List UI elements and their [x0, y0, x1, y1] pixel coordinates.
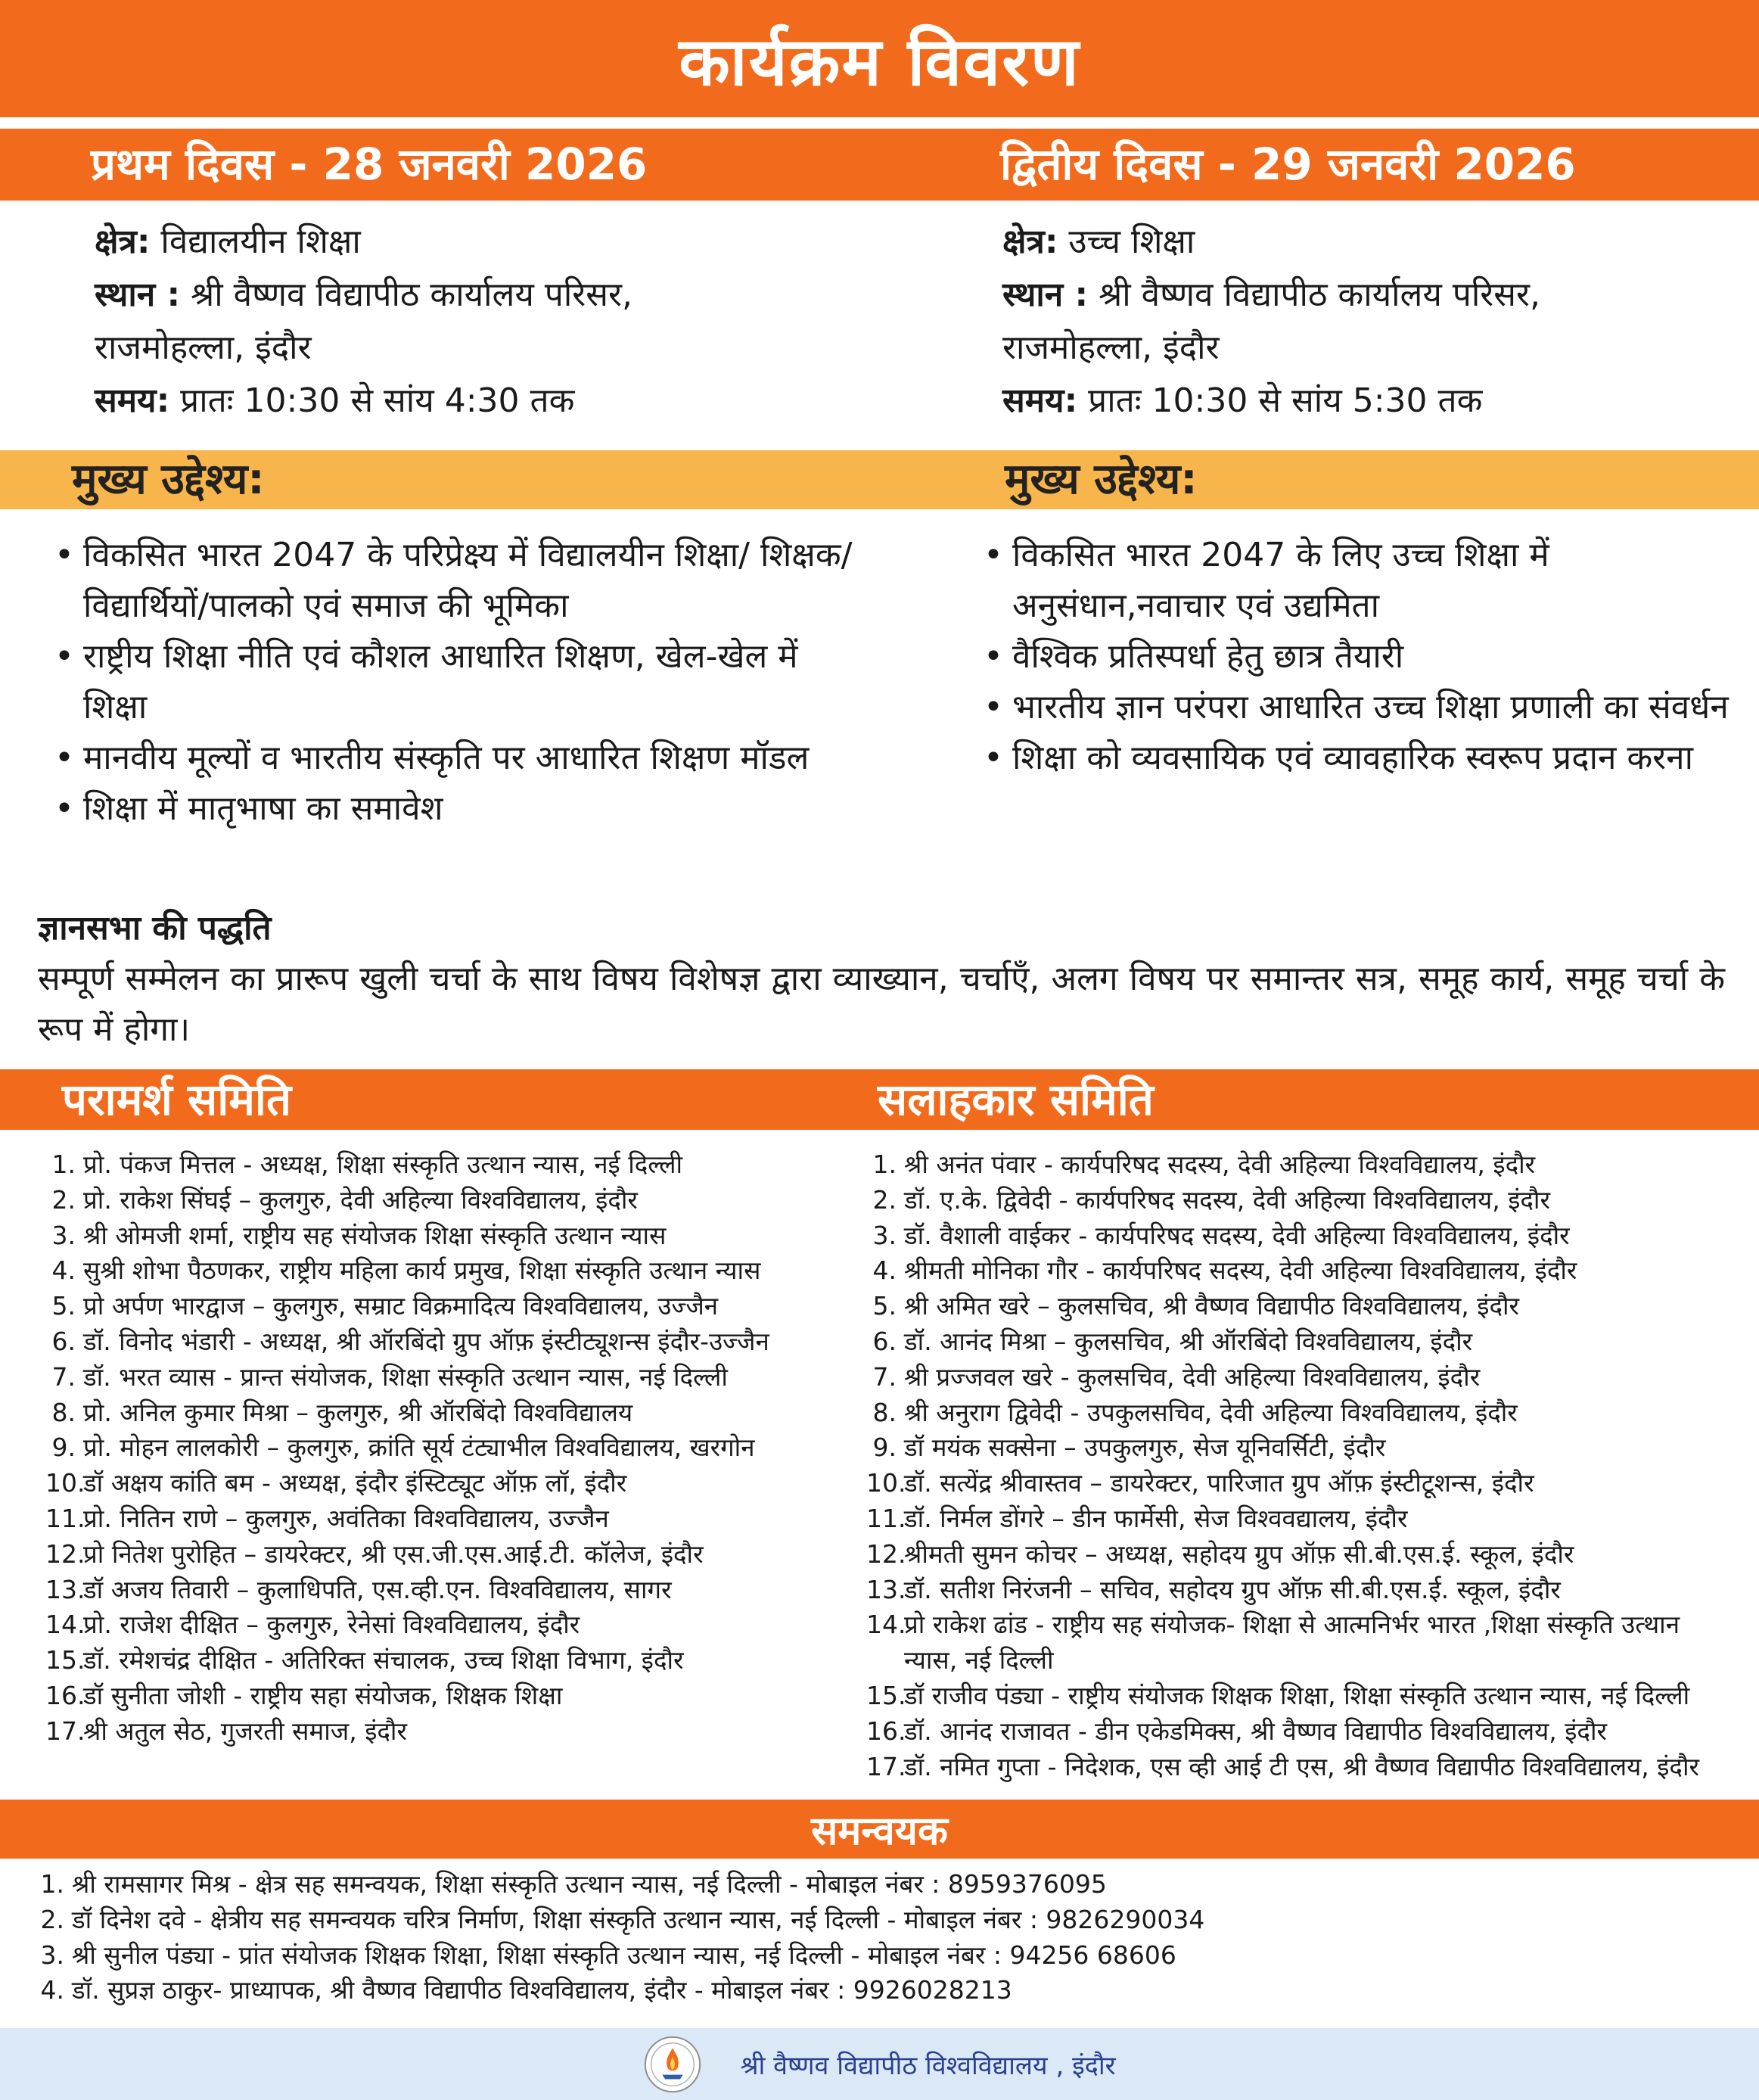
list-item-text: श्रीमती मोनिका गौर - कार्यपरिषद सदस्य, देवी अहिल्या विश्वविद्यालय, इंदौर: [904, 1255, 1577, 1286]
list-item: [45, 1607, 862, 1643]
list-item: • विकसित भारत 2047 के परिप्रेक्ष्य में विद्यालयीन शिक्षा/ शिक्षक/विद्यार्थियों/पालको एवं समाज की भूमिका: [54, 530, 856, 631]
list-item-text: डॉ. ए.के. द्विवेदी - कार्यपरिषद सदस्य, देवी अहिल्या विश्वविद्यालय, इंदौर: [904, 1184, 1550, 1215]
list-item: [45, 1147, 862, 1183]
list-item-text: डॉ. निर्मल डोंगरे – डीन फार्मेसी, सेज विश्ववद्यालय, इंदौर: [904, 1503, 1408, 1533]
list-item: [45, 1537, 862, 1573]
advisory-committee-list: [866, 1147, 1736, 1784]
list-item-text: प्रो. राकेश सिंघई – कुलगुरु, देवी अहिल्या विश्वविद्यालय, इंदौर: [83, 1184, 638, 1215]
day1-venue-line2: राजमोहल्ला, इंदौर: [95, 328, 312, 367]
list-item-number: 1.: [51, 1150, 76, 1179]
list-item-text: श्री अमित खरे – कुलसचिव, श्री वैष्णव विद्यापीठ विश्वविद्यालय, इंदौर: [904, 1291, 1520, 1321]
footer: [0, 2028, 1759, 2100]
list-item-number: 7.: [51, 1361, 76, 1392]
page-title-banner: [0, 0, 1759, 117]
day1-venue: स्थान : श्री वैष्णव विद्यापीठ कार्यालय परिसर,: [95, 275, 632, 314]
list-item: [866, 1607, 1736, 1678]
list-item-number: 8.: [51, 1397, 76, 1427]
list-item: [34, 1973, 1698, 2008]
list-item: [866, 1183, 1736, 1218]
list-item-text: डॉ. सत्येंद्र श्रीवास्तव – डायरेक्टर, पारिजात ग्रुप ऑफ़ इंस्टीटूशन्स, इंदौर: [904, 1468, 1534, 1498]
list-item: [866, 1218, 1736, 1254]
list-item-number: 10.: [866, 1468, 906, 1498]
list-item-text: श्री सुनील पंड्या - प्रांत संयोजक शिक्षक शिक्षा, शिक्षा संस्कृति उत्थान न्यास, नई दिल्ली - मोबाइल नंबर : 94256 68606: [72, 1940, 1176, 1970]
list-item-text: डॉ. नमित गुप्ता - निदेशक, एस व्ही आई टी एस, श्री वैष्णव विद्यापीठ विश्वविद्यालय, इंदौर: [904, 1751, 1700, 1781]
list-item-number: 11.: [866, 1503, 906, 1533]
list-item-text: श्री प्रज्जवल खरे - कुलसचिव, देवी अहिल्या विश्वविद्यालय, इंदौर: [904, 1361, 1481, 1392]
list-item: [866, 1253, 1736, 1289]
day2-venue-line2: राजमोहल्ला, इंदौर: [1002, 328, 1220, 367]
list-item-text: डॉ राजीव पंड्या - राष्ट्रीय संयोजक शिक्षक शिक्षा, शिक्षा संस्कृति उत्थान न्यास, नई दिल्ली: [904, 1680, 1690, 1710]
list-item-text: डॉ अजय तिवारी – कुलाधिपति, एस.व्ही.एन. विश्वविद्यालय, सागर: [83, 1574, 672, 1604]
list-item-number: 9.: [872, 1433, 897, 1463]
list-item: [866, 1537, 1736, 1573]
list-item-number: 5.: [51, 1291, 76, 1321]
consult-committee-title: परामर्श समिति: [62, 1074, 292, 1125]
list-item-number: 3.: [51, 1220, 76, 1250]
page-title: कार्यक्रम विवरण: [679, 22, 1080, 101]
list-item-text: श्री अनंत पंवार - कार्यपरिषद सदस्य, देवी अहिल्या विश्वविद्यालय, इंदौर: [904, 1150, 1536, 1179]
list-item-number: 1.: [40, 1869, 64, 1899]
list-item: [45, 1218, 862, 1254]
list-item: • राष्ट्रीय शिक्षा नीति एवं कौशल आधारित शिक्षण, खेल-खेल में शिक्षा: [54, 631, 856, 733]
list-item-text: श्री अनुराग द्विवेदी - उपकुलसचिव, देवी अहिल्या विश्वविद्यालय, इंदौर: [904, 1397, 1518, 1427]
list-item: [45, 1183, 862, 1218]
advisory-committee-title: सलाहकार समिति: [878, 1074, 1154, 1125]
list-item-text: डॉ अक्षय कांति बम - अध्यक्ष, इंदौर इंस्टिट्यूट ऑफ़ लॉ, इंदौर: [83, 1468, 627, 1498]
list-item: [45, 1253, 862, 1289]
list-item-text: प्रो. नितिन राणे – कुलगुरु, अवंतिका विश्वविद्यालय, उज्जैन: [83, 1503, 609, 1533]
list-item-number: 6.: [872, 1326, 897, 1356]
list-item: • वैश्विक प्रतिस्पर्धा हेतु छात्र तैयारी: [984, 631, 1740, 682]
list-item: [866, 1395, 1736, 1431]
list-item-number: 16.: [866, 1716, 906, 1746]
coordinators-bar: [0, 1800, 1759, 1859]
day2-title: द्वितीय दिवस - 29 जनवरी 2026: [1000, 138, 1576, 190]
list-item: [45, 1501, 862, 1537]
list-item-number: 15.: [45, 1645, 85, 1675]
list-item-text: डॉ मयंक सक्सेना – उपकुलगुरु, सेज यूनिवर्सिटी, इंदौर: [904, 1433, 1386, 1463]
list-item-number: 1.: [872, 1150, 897, 1179]
coordinators-title: समन्वयक: [811, 1808, 948, 1854]
list-item: [45, 1678, 862, 1714]
footer-text: श्री वैष्णव विद्यापीठ विश्वविद्यालय , इंदौर: [740, 2050, 1116, 2081]
day2-objectives-title: मुख्य उद्देश्य:: [1005, 455, 1198, 504]
list-item-number: 14.: [45, 1610, 85, 1640]
list-item: [45, 1360, 862, 1395]
list-item-number: 7.: [872, 1361, 897, 1392]
list-item-text: डॉ दिनेश दवे - क्षेत्रीय सह समन्वयक चरित्र निर्माण, शिक्षा संस्कृति उत्थान न्यास, नई दिल्ली - मोबाइल नंबर : 9826290034: [72, 1904, 1205, 1934]
list-item: [45, 1430, 862, 1466]
list-item-text: प्रो. अनिल कुमार मिश्रा – कुलगुरु, श्री ऑरबिंदो विश्वविद्यालय: [83, 1397, 633, 1427]
university-emblem-icon: [643, 2035, 702, 2094]
list-item-text: प्रो. राजेश दीक्षित – कुलगुरु, रेनेसां विश्वविद्यालय, इंदौर: [83, 1610, 580, 1640]
list-item: [45, 1466, 862, 1501]
method-text: सम्पूर्ण सम्मेलन का प्रारूप खुली चर्चा के साथ विषय विशेषज्ञ द्वारा व्याख्यान, चर्चाएँ, अलग विषय पर समान्तर सत्र, समूह कार्य, समूह चर्चा के रूप में होगा।: [38, 960, 1725, 1049]
list-item: • विकसित भारत 2047 के लिए उच्च शिक्षा में अनुसंधान,नवाचार एवं उद्यमिता: [984, 530, 1740, 631]
day1-time: समय: प्रातः 10:30 से सांय 4:30 तक: [95, 381, 575, 420]
day1-objectives-list: [54, 530, 856, 834]
consult-committee-list: [45, 1147, 862, 1750]
list-item-number: 15.: [866, 1680, 906, 1710]
list-item-text: डॉ. विनोद भंडारी - अध्यक्ष, श्री ऑरबिंदो ग्रुप ऑफ़ इंस्टीट्यूशन्स इंदौर-उज्जैन: [83, 1326, 769, 1356]
list-item-number: 4.: [51, 1255, 76, 1286]
list-item-number: 17.: [45, 1716, 85, 1746]
list-item-number: 11.: [45, 1503, 85, 1533]
list-item-number: 2.: [40, 1904, 64, 1934]
list-item: • शिक्षा को व्यवसायिक एवं व्यावहारिक स्वरूप प्रदान करना: [984, 733, 1740, 783]
list-item: • भारतीय ज्ञान परंपरा आधारित उच्च शिक्षा प्रणाली का संवर्धन: [984, 682, 1740, 733]
list-item-number: 3.: [40, 1940, 64, 1970]
day2-venue: स्थान : श्री वैष्णव विद्यापीठ कार्यालय परिसर,: [1002, 275, 1540, 314]
list-item-text: डॉ. सुप्रज्ञ ठाकुर- प्राध्यापक, श्री वैष्णव विद्यापीठ विश्वविद्यालय, इंदौर - मोबाइल नंबर : 9926028213: [72, 1975, 1012, 2005]
list-item: [866, 1324, 1736, 1360]
list-item-text: श्रीमती सुमन कोचर – अध्यक्ष, सहोदय ग्रुप ऑफ़ सी.बी.एस.ई. स्कूल, इंदौर: [904, 1538, 1574, 1569]
list-item: [866, 1430, 1736, 1466]
list-item-text: डॉ सुनीता जोशी - राष्ट्रीय सहा संयोजक, शिक्षक शिक्षा: [83, 1680, 563, 1710]
list-item-text: श्री ओमजी शर्मा, राष्ट्रीय सह संयोजक शिक्षा संस्कृति उत्थान न्यास: [83, 1220, 667, 1250]
day2-info: [1002, 216, 1540, 428]
list-item: [866, 1573, 1736, 1608]
list-item: [45, 1324, 862, 1360]
list-item-number: 14.: [866, 1610, 906, 1640]
list-item-number: 10.: [45, 1468, 85, 1498]
list-item-number: 5.: [872, 1291, 897, 1321]
list-item-number: 17.: [866, 1751, 906, 1781]
list-item: [866, 1501, 1736, 1537]
list-item: [34, 1902, 1698, 1938]
day2-area: क्षेत्र: उच्च शिक्षा: [1002, 222, 1195, 261]
list-item-text: श्री अतुल सेठ, गुजरती समाज, इंदौर: [83, 1716, 407, 1746]
list-item-text: डॉ. रमेशचंद्र दीक्षित - अतिरिक्त संचालक, उच्च शिक्षा विभाग, इंदौर: [83, 1645, 684, 1675]
list-item-text: प्रो नितेश पुरोहित – डायरेक्टर, श्री एस.जी.एस.आई.टी. कॉलेज, इंदौर: [83, 1538, 704, 1569]
list-item-number: 4.: [872, 1255, 897, 1286]
list-item: • मानवीय मूल्यों व भारतीय संस्कृति पर आधारित शिक्षण मॉडल: [54, 733, 856, 783]
list-item: [34, 1938, 1698, 1974]
list-item-text: प्रो राकेश ढांड - राष्ट्रीय सह संयोजक- शिक्षा से आत्मनिर्भर भारत ,शिक्षा संस्कृति उत्थान न्यास, नई दिल्ली: [904, 1610, 1680, 1675]
list-item-number: 13.: [866, 1574, 906, 1604]
list-item-text: डॉ. वैशाली वाईकर - कार्यपरिषद सदस्य, देवी अहिल्या विश्वविद्यालय, इंदौर: [904, 1220, 1570, 1250]
list-item: [45, 1714, 862, 1750]
list-item: [45, 1643, 862, 1678]
list-item-text: डॉ. आनंद राजावत - डीन एकेडमिक्स, श्री वैष्णव विद्यापीठ विश्वविद्यालय, इंदौर: [904, 1716, 1607, 1746]
list-item-text: डॉ. आनंद मिश्रा – कुलसचिव, श्री ऑरबिंदो विश्वविद्यालय, इंदौर: [904, 1326, 1473, 1356]
list-item: [45, 1395, 862, 1431]
list-item: [45, 1289, 862, 1324]
coordinators-list: [34, 1867, 1698, 2008]
list-item: [866, 1714, 1736, 1750]
list-item-number: 2.: [51, 1184, 76, 1215]
list-item-number: 4.: [40, 1975, 64, 2005]
list-item: [866, 1147, 1736, 1183]
list-item: [866, 1360, 1736, 1395]
list-item-number: 8.: [872, 1397, 897, 1427]
list-item-text: प्रो. पंकज मित्तल - अध्यक्ष, शिक्षा संस्कृति उत्थान न्यास, नई दिल्ली: [83, 1150, 683, 1179]
list-item-text: डॉ. सतीश निरंजनी – सचिव, सहोदय ग्रुप ऑफ़ सी.बी.एस.ई. स्कूल, इंदौर: [904, 1574, 1561, 1604]
list-item-number: 16.: [45, 1680, 85, 1710]
list-item: [866, 1678, 1736, 1714]
list-item: [866, 1289, 1736, 1324]
day2-time: समय: प्रातः 10:30 से सांय 5:30 तक: [1002, 381, 1483, 420]
day2-objectives-list: [984, 530, 1740, 783]
day1-objectives-title: मुख्य उद्देश्य:: [72, 455, 265, 504]
method-heading: ज्ञानसभा की पद्धति: [38, 909, 272, 947]
list-item-number: 6.: [51, 1326, 76, 1356]
list-item: [866, 1466, 1736, 1501]
list-item: [34, 1867, 1698, 1902]
list-item-number: 12.: [45, 1538, 85, 1569]
list-item-number: 9.: [51, 1433, 76, 1463]
list-item-number: 2.: [872, 1184, 897, 1215]
list-item-text: श्री रामसागर मिश्र - क्षेत्र सह समन्वयक, शिक्षा संस्कृति उत्थान न्यास, नई दिल्ली - मोबाइल नंबर : 8959376095: [72, 1869, 1107, 1899]
day1-title: प्रथम दिवस - 28 जनवरी 2026: [91, 138, 648, 190]
list-item-text: प्रो. मोहन लालकोरी – कुलगुरु, क्रांति सूर्य टंट्याभील विश्वविद्यालय, खरगोन: [83, 1433, 755, 1463]
list-item-number: 13.: [45, 1574, 85, 1604]
list-item-text: डॉ. भरत व्यास - प्रान्त संयोजक, शिक्षा संस्कृति उत्थान न्यास, नई दिल्ली: [83, 1361, 728, 1392]
list-item: • शिक्षा में मातृभाषा का समावेश: [54, 783, 856, 834]
list-item: [45, 1573, 862, 1608]
list-item-text: प्रो अर्पण भारद्वाज – कुलगुरु, सम्राट विक्रमादित्य विश्वविद्यालय, उज्जैन: [83, 1291, 719, 1321]
list-item-number: 12.: [866, 1538, 906, 1569]
list-item-number: 3.: [872, 1220, 897, 1250]
list-item-text: सुश्री शोभा पैठणकर, राष्ट्रीय महिला कार्य प्रमुख, शिक्षा संस्कृति उत्थान न्यास: [83, 1255, 761, 1286]
list-item: [866, 1750, 1736, 1785]
day1-area: क्षेत्र: विद्यालयीन शिक्षा: [95, 222, 361, 261]
day1-info: [95, 216, 632, 428]
